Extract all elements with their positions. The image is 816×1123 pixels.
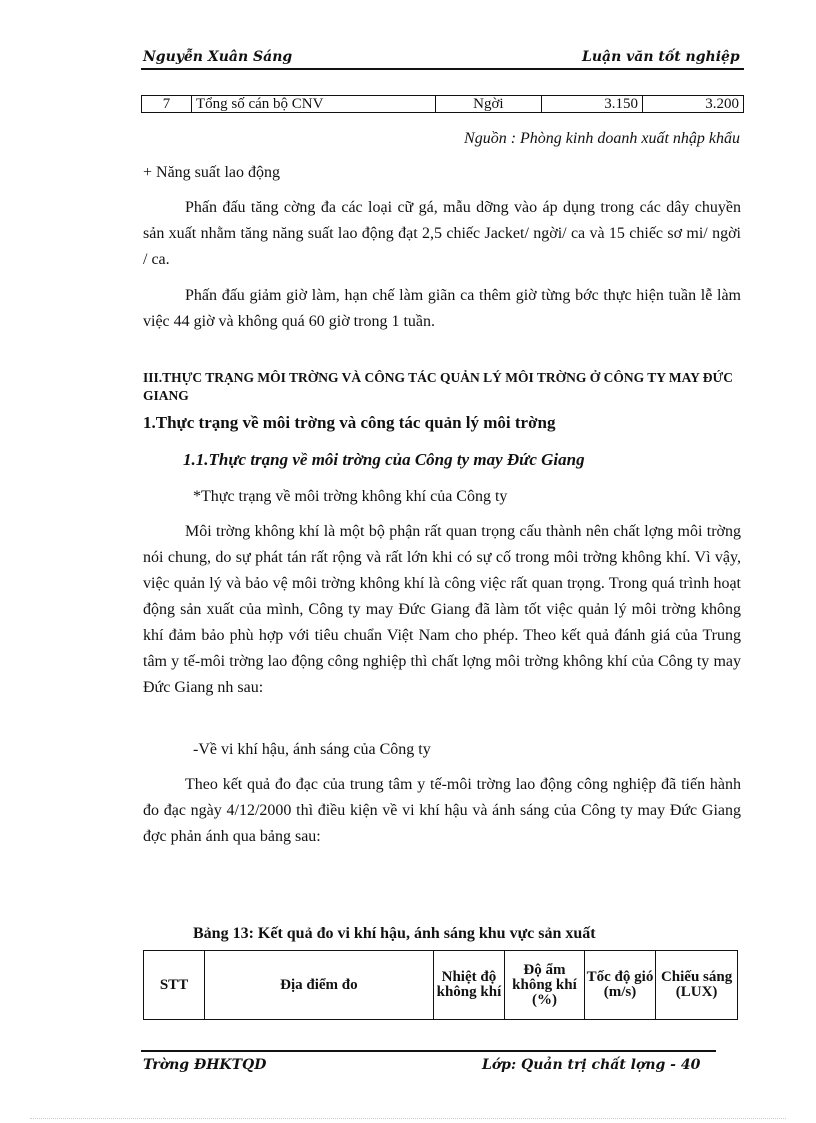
section-1-heading: 1.Thực trạng về môi trờng và công tác quản lý môi trờng bbox=[143, 413, 556, 432]
top-table bbox=[141, 95, 744, 113]
header-doc-type: Luận văn tốt nghiệp bbox=[582, 49, 740, 65]
cell-stt: 7 bbox=[142, 96, 192, 113]
paragraph-air: Môi trờng không khí là một bộ phận rất quan trọng cấu thành nên chất lợng môi trờng nói chung, do sự phát tán rất rộng và rất lớn khi có sự cố trong môi trờng không khí. Vì vậy, việc quản lý và bảo vệ môi trờng không khí là công việc rất quan trọng. Trong quá trình hoạt động sản xuất của mình, Công ty may Đức Giang đã làm tốt việc quản lý môi trờng không khí đảm bảo phù hợp với tiêu chuẩn Việt Nam cho phép. Theo kết quả đánh giá của Trung tâm y tế-môi trờng lao động công nghiệp thì chất lợng môi trờng không khí của Công ty may Đức Giang nh sau: bbox=[143, 523, 741, 696]
header-temperature: Nhiệt độ không khí bbox=[436, 969, 502, 1000]
header-location: Địa điểm đo bbox=[280, 976, 358, 993]
footer-class-page: Lớp: Quản trị chất lợng - 40 bbox=[482, 1057, 701, 1073]
header-humidity: Độ ẩm không khí (%) bbox=[512, 961, 577, 1008]
source-note: Nguồn : Phòng kinh doanh xuất nhập khẩu bbox=[464, 130, 740, 147]
cell-value2: 3.200 bbox=[642, 96, 743, 113]
footer-rule bbox=[141, 1050, 716, 1052]
section-iii-heading: III.THỰC TRẠNG MÔI TRỜNG VÀ CÔNG TÁC QUẢN LÝ MÔI TRỜNG Ở CÔNG TY MAY ĐỨC GIANG bbox=[143, 370, 734, 403]
sub-microclimate-heading: -Về vi khí hậu, ánh sáng của Công ty bbox=[193, 741, 431, 758]
header-lighting: Chiếu sáng (LUX) bbox=[660, 969, 733, 1000]
paragraph-productivity-1: Phấn đấu tăng cờng đa các loại cữ gá, mẫu dỡng vào áp dụng trong các dây chuyền sản xuất nhằm tăng năng suất lao động đạt 2,5 chiếc Jacket/ ngời/ ca và 15 chiếc sơ mi/ ngời / ca. bbox=[143, 199, 741, 268]
productivity-heading: + Năng suất lao động bbox=[143, 164, 280, 181]
header-author: Nguyễn Xuân Sáng bbox=[143, 49, 293, 65]
table-header-row bbox=[144, 951, 738, 1020]
header-wind-speed: Tốc độ gió (m/s) bbox=[586, 969, 654, 1000]
paragraph-productivity-2: Phấn đấu giảm giờ làm, hạn chế làm giãn ca thêm giờ từng bớc thực hiện tuần lễ làm việc 44 giờ và không quá 60 giờ trong 1 tuần. bbox=[143, 287, 741, 330]
cell-value1: 3.150 bbox=[541, 96, 642, 113]
footer-school: Trờng ĐHKTQD bbox=[143, 1057, 267, 1073]
cell-unit: Ngời bbox=[435, 96, 541, 113]
page-edge-line bbox=[30, 1118, 786, 1119]
sub-air-heading: *Thực trạng về môi trờng không khí của Công ty bbox=[193, 488, 508, 505]
paragraph-measurement: Theo kết quả đo đạc của trung tâm y tế-môi trờng lao động công nghiệp đã tiến hành đo đạc ngày 4/12/2000 thì điều kiện về vi khí hậu và ánh sáng của Công ty may Đức Giang đợc phản ánh qua bảng sau: bbox=[143, 776, 741, 845]
cell-item: Tổng số cán bộ CNV bbox=[191, 96, 435, 113]
section-1-1-heading: 1.1.Thực trạng về môi trờng của Công ty may Đức Giang bbox=[183, 450, 585, 469]
table-row bbox=[142, 96, 744, 113]
header-stt: STT bbox=[159, 976, 189, 993]
header-rule bbox=[141, 68, 744, 70]
table-13-caption: Bảng 13: Kết quả đo vi khí hậu, ánh sáng khu vực sản xuất bbox=[193, 925, 596, 942]
table-13 bbox=[143, 950, 738, 1020]
